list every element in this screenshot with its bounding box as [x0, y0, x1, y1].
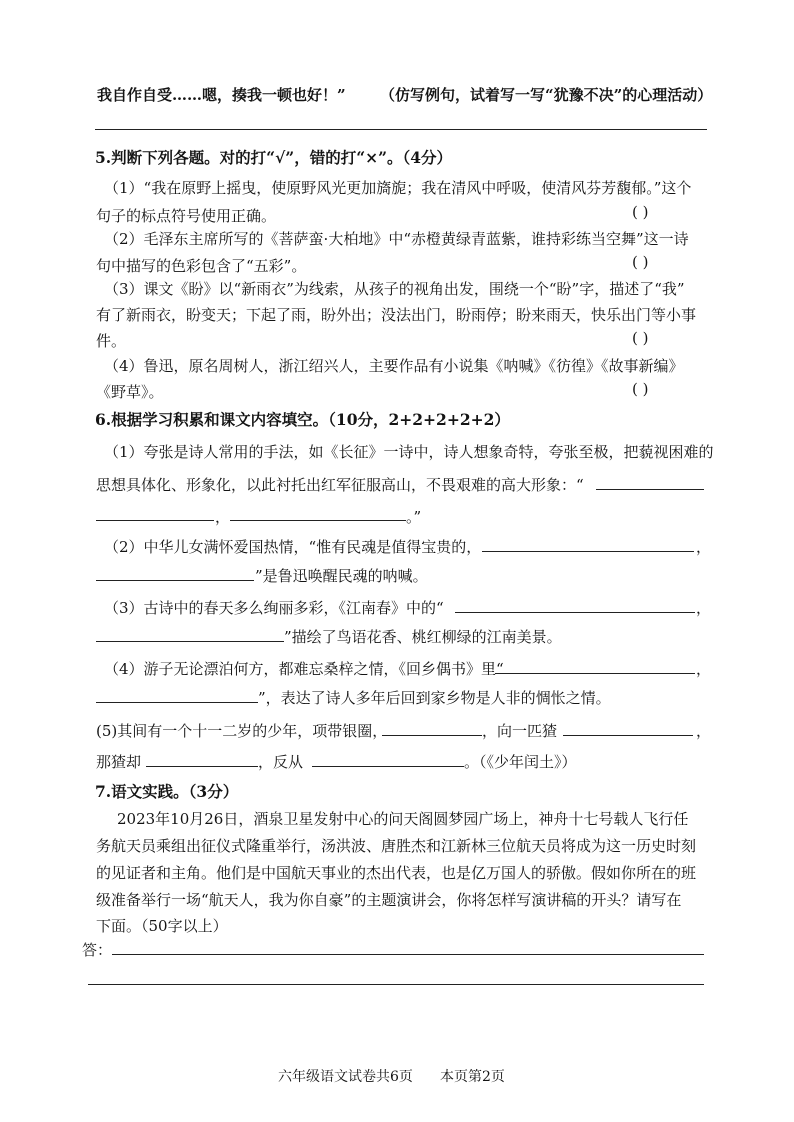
q6-item-3-line1: （3）古诗中的春天多么绚丽多彩，《江南春》中的“ — [104, 599, 444, 617]
q6-item-3-comma: ， — [696, 599, 712, 617]
q6-item-5-line2b: ，反从 — [258, 753, 304, 771]
blank-4-1[interactable] — [495, 659, 695, 674]
blank-5-1[interactable] — [382, 721, 482, 736]
blank-1-1[interactable] — [596, 475, 704, 490]
q5-item-3-answer-paren[interactable]: ( ) — [632, 329, 649, 347]
q6-item-2-comma: ， — [696, 538, 712, 556]
q6-item-5-comma: ， — [696, 722, 712, 740]
blank-2-1[interactable] — [482, 537, 694, 552]
blank-3-2[interactable] — [96, 627, 284, 642]
blank-3-1[interactable] — [455, 598, 695, 613]
q6-item-4-line1: （4）游子无论漂泊何方，都难忘桑梓之情，《回乡偶书》里“ — [104, 660, 504, 678]
q5-item-3-line2: 有了新雨衣，盼变天；下起了雨，盼外出；没法出门，盼雨停；盼来雨天，快乐出门等小事 — [96, 306, 697, 324]
blank-2-2[interactable] — [96, 566, 254, 581]
q5-item-4-line1: （4）鲁迅，原名周树人，浙江绍兴人，主要作品有小说集《呐喊》《彷徨》《故事新编》 — [104, 357, 684, 375]
blank-1-3[interactable] — [230, 506, 406, 521]
q5-item-1-line1: （1）“我在原野上摇曳，使原野风光更加旖旎；我在清风中呼吸，使清风芬芳馥郁。”这个 — [104, 179, 692, 197]
q6-item-5-line1a: (5)其间有一个十一二岁的少年，项带银圈， — [96, 722, 388, 740]
q5-item-2-line2: 句中描写的色彩包含了“五彩”。 — [96, 257, 307, 275]
q6-item-1-end: 。” — [406, 508, 422, 526]
q6-item-5-line1b: ，向一匹猹 — [482, 722, 558, 740]
q6-item-4-line2: ”，表达了诗人多年后回到家乡物是人非的惆怅之情。 — [258, 689, 611, 707]
q7-paragraph-line-3: 的见证者和主角。他们是中国航天事业的杰出代表，也是亿万国人的骄傲。假如你所在的班 — [96, 864, 697, 882]
q5-item-3-line3: 件。 — [96, 332, 127, 350]
q5-item-3-line1: （3）课文《盼》以“新雨衣”为线索，从孩子的视角出发，围绕一个“盼”字，描述了“我” — [104, 280, 685, 298]
q7-paragraph-line-1: 2023年10月26日，酒泉卫星发射中心的问天阁圆梦园广场上，神舟十七号载人飞行任 — [117, 810, 689, 828]
footer-total-pages: 六年级语文试卷共6页 — [278, 1069, 413, 1085]
answer-line[interactable] — [88, 984, 704, 985]
footer-current-page: 本页第2页 — [440, 1069, 505, 1085]
q6-item-4-comma: ， — [696, 660, 712, 678]
q6-item-3-line2: ”描绘了鸟语花香、桃红柳绿的江南美景。 — [284, 628, 562, 646]
blank-4-2[interactable] — [96, 688, 258, 703]
answer-label: 答： — [82, 941, 113, 959]
q6-item-2-line2: ”是鲁迅唤醒民魂的呐喊。 — [255, 567, 428, 585]
q6-item-5-line2a: 那猹却 — [96, 753, 142, 771]
q7-heading: 7.语文实践。（3分） — [95, 782, 239, 801]
blank-1-2[interactable] — [96, 506, 214, 521]
q5-item-4-line2: 《野草》。 — [96, 383, 164, 401]
q6-heading: 6.根据学习积累和课文内容填空。（10分，2+2+2+2+2） — [95, 410, 510, 429]
q6-item-2-line1: （2）中华儿女满怀爱国热情，“惟有民魂是值得宝贵的， — [104, 538, 482, 556]
blank-5-4[interactable] — [312, 752, 464, 767]
q5-item-2-line1: （2）毛泽东主席所写的《菩萨蛮·大柏地》中“赤橙黄绿青蓝紫，谁持彩练当空舞”这一诗 — [104, 230, 689, 248]
q5-item-1-answer-paren[interactable]: ( ) — [632, 203, 649, 221]
q6-item-1-comma: ， — [215, 508, 231, 526]
q7-paragraph-line-2: 务航天员乘组出征仪式隆重举行，汤洪波、唐胜杰和江新林三位航天员将成为这一历史时刻 — [96, 837, 697, 855]
q5-heading: 5.判断下列各题。对的打“√”，错的打“×”。（4分） — [95, 148, 453, 167]
q6-item-1-line1: （1）夸张是诗人常用的手法，如《长征》一诗中，诗人想象奇特，夸张至极，把藐视困难的 — [104, 443, 714, 461]
blank-5-2[interactable] — [563, 721, 693, 736]
q5-item-2-answer-paren[interactable]: ( ) — [632, 253, 649, 271]
answer-line[interactable] — [95, 129, 707, 130]
q5-item-4-answer-paren[interactable]: ( ) — [632, 380, 649, 398]
imitation-instruction: （仿写例句，试着写一写“犹豫不决”的心理活动） — [380, 86, 713, 104]
q7-paragraph-line-5: 下面。（50字以上） — [96, 917, 228, 935]
answer-line[interactable] — [112, 954, 704, 955]
q7-paragraph-line-4: 级准备举行一场“航天人，我为你自豪”的主题演讲会，你将怎样写演讲稿的开头？请写在 — [96, 891, 682, 909]
q6-item-5-line2c: 。（《少年闰土》） — [464, 753, 577, 771]
continuation-text: 我自作自受……嗯，揍我一顿也好！” — [97, 86, 346, 104]
blank-5-3[interactable] — [146, 752, 258, 767]
q5-item-1-line2: 句子的标点符号使用正确。 — [96, 207, 277, 225]
q6-item-1-line2: 思想具体化、形象化，以此衬托出红军征服高山，不畏艰难的高大形象：“ — [96, 476, 584, 494]
